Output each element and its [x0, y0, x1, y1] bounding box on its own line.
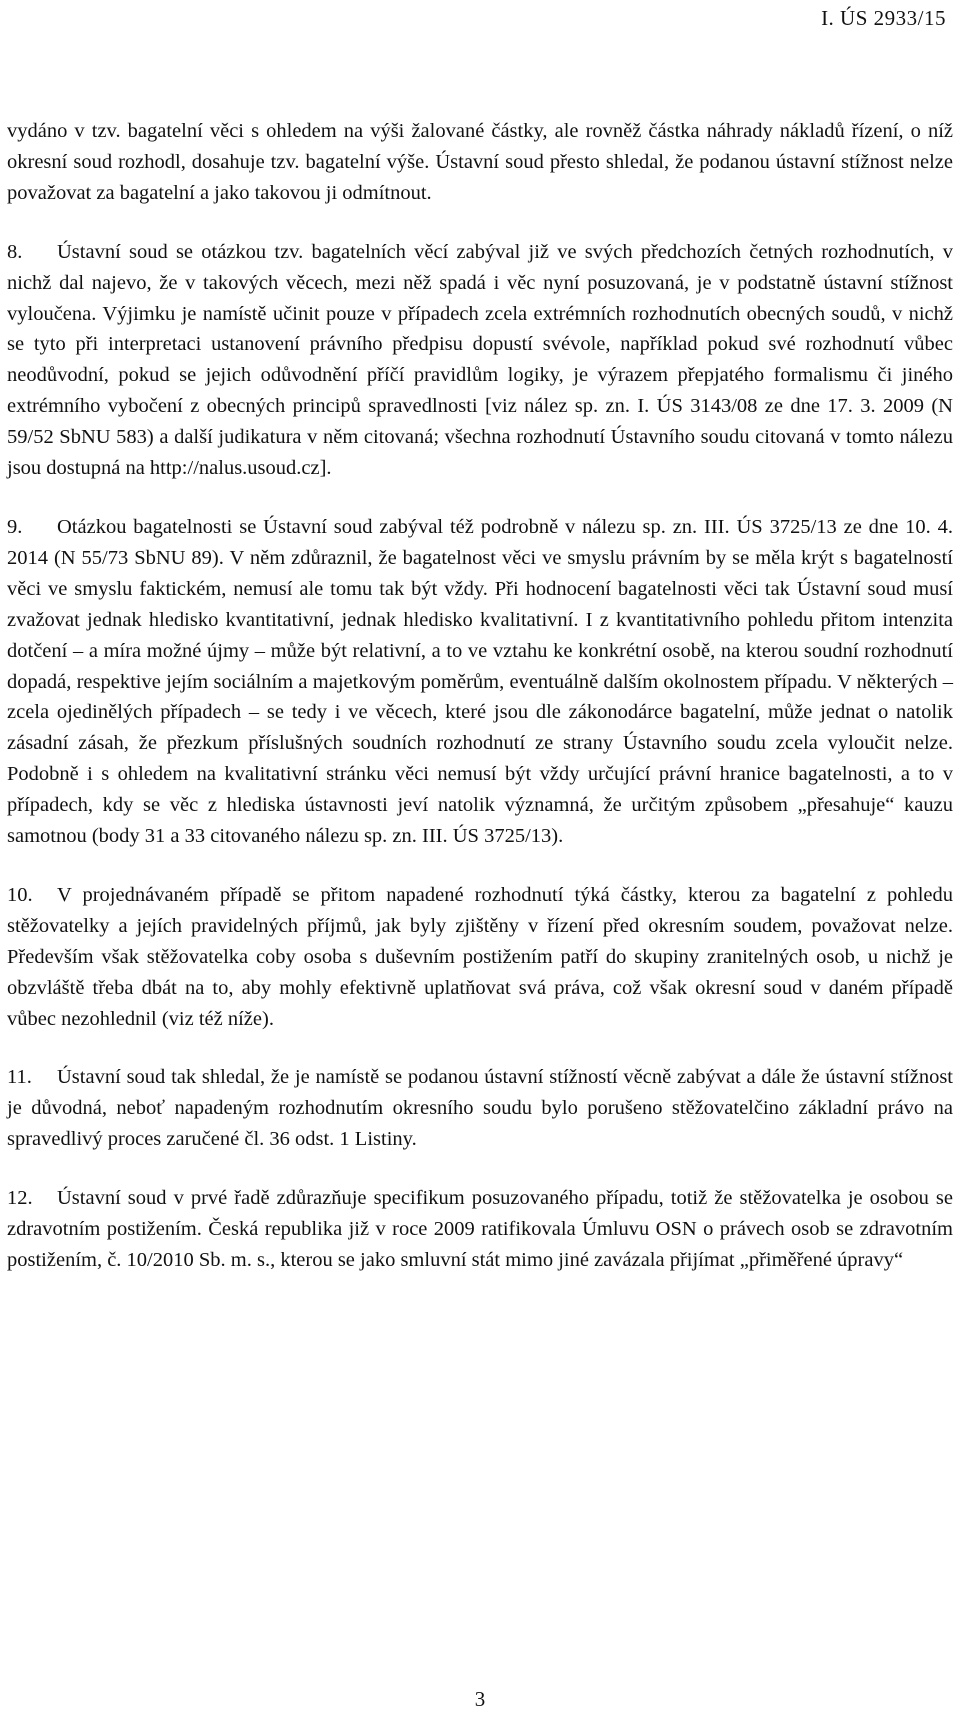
- paragraph-number: 9.: [7, 515, 23, 538]
- paragraph-number: 12.: [7, 1187, 33, 1210]
- paragraph-text: Ústavní soud se otázkou tzv. bagatelních věcí zabýval již ve svých předchozích četných rozhodnutích, v nichž dal najevo, že v takových věcech, mezi něž spadá i věc nyní posuzovaná, je v podstatně ústavní stížnost vyloučena. Výjimku je namístě učinit pouze v případech zcela extrémních rozhodnutích obecných soudů, v nichž se tyto při interpretaci ustanovení právního předpisu dopustí svévole, například pokud své rozhodnutí vůbec neodůvodní, pokud se jejich odůvodnění příčí pravidlům logiky, je výrazem přepjatého formalismu či jiného extrémního vybočení z obecných principů spravedlnosti [viz nález sp. zn. I. ÚS 3143/08 ze dne 17. 3. 2009 (N 59/52 SbNU 583) a další judikatura v něm citovaná; všechna rozhodnutí Ústavního soudu citovaná v tomto nálezu jsou dostupná na http://nalus.usoud.cz].: [7, 240, 953, 480]
- paragraph-text: Ústavní soud tak shledal, že je namístě se podanou ústavní stížností věcně zabývat a dále že ústavní stížnost je důvodná, neboť napadeným rozhodnutím okresního soudu bylo porušeno stěžovatelčino základní právo na spravedlivý proces zaručené čl. 36 odst. 1 Listiny.: [7, 1066, 953, 1151]
- document-reference: I. ÚS 2933/15: [821, 6, 946, 30]
- paragraph-number: 11.: [7, 1066, 32, 1089]
- paragraph-number: 10.: [7, 883, 33, 906]
- paragraph-10: [7, 880, 953, 1035]
- document-body: [7, 116, 953, 1304]
- paragraph-text: Ústavní soud v prvé řadě zdůrazňuje specifikum posuzovaného případu, totiž že stěžovatelka je osobou se zdravotním postižením. Česká republika již v roce 2009 ratifikovala Úmluvu OSN o právech osob se zdravotním postižením, č. 10/2010 Sb. m. s., kterou se jako smluvní stát mimo jiné zavázala přijímat „přiměřené úpravy“: [7, 1187, 953, 1271]
- paragraph-text: V projednávaném případě se přitom napadené rozhodnutí týká částky, kterou za bagatelní z pohledu stěžovatelky a jejích pravidelných příjmů, jak byly zjištěny v řízení před okresním soudem, považovat nelze. Především však stěžovatelka coby osoba s duševním postižením patří do skupiny zranitelných osob, u nichž je obzvláště třeba dbát na to, aby mohly efektivně uplatňovat svá práva, což však okresní soud v daném případě vůbec nezohlednil (viz též níže).: [7, 883, 953, 1030]
- paragraph-text: vydáno v tzv. bagatelní věci s ohledem na výši žalované částky, ale rovněž částka náhrady nákladů řízení, o níž okresní soud rozhodl, dosahuje tzv. bagatelní výše. Ústavní soud přesto shledal, že podanou ústavní stížnost nelze považovat za bagatelní a jako takovou ji odmítnout.: [7, 120, 953, 204]
- paragraph-text: Otázkou bagatelnosti se Ústavní soud zabýval též podrobně v nálezu sp. zn. III. ÚS 3725/13 ze dne 10. 4. 2014 (N 55/73 SbNU 89). V něm zdůraznil, že bagatelnost věci ve smyslu právním by se měla krýt s bagatelností věci ve smyslu faktickém, nemusí ale tomu tak být vždy. Při hodnocení bagatelnosti věci tak Ústavní soud musí zvažovat jednak hledisko kvantitativní, jednak hledisko kvalitativní. I z kvantitativního pohledu přitom intenzita dotčení – a míra možné újmy – může být relativní, a to ve vztahu ke konkrétní osobě, na kterou soudní rozhodnutí dopadá, respektive jejím sociálním a majetkovým poměrům, eventuálně dalším okolnostem případu. V některých – zcela ojedinělých případech – se tedy i ve věcech, které jsou dle zákonodárce bagatelní, může jednat o natolik zásadní zásah, že přezkum příslušných soudních rozhodnutí ze strany Ústavního soudu zcela vyloučit nelze. Podobně i s ohledem na kvalitativní stránku věci nemusí být vždy určující právní hranice bagatelnosti, a to v případech, kdy se věc z hlediska ústavnosti jeví natolik významná, že určitým způsobem „přesahuje“ kauzu samotnou (body 31 a 33 citovaného nálezu sp. zn. III. ÚS 3725/13).: [7, 515, 953, 848]
- paragraph-9: [7, 512, 953, 852]
- page-number: 3: [474, 1687, 486, 1711]
- paragraph-number: 8.: [7, 240, 23, 263]
- paragraph-12: [7, 1183, 953, 1276]
- paragraph-8: [7, 237, 953, 484]
- paragraph-11: [7, 1062, 953, 1155]
- paragraph-continued: [7, 116, 953, 209]
